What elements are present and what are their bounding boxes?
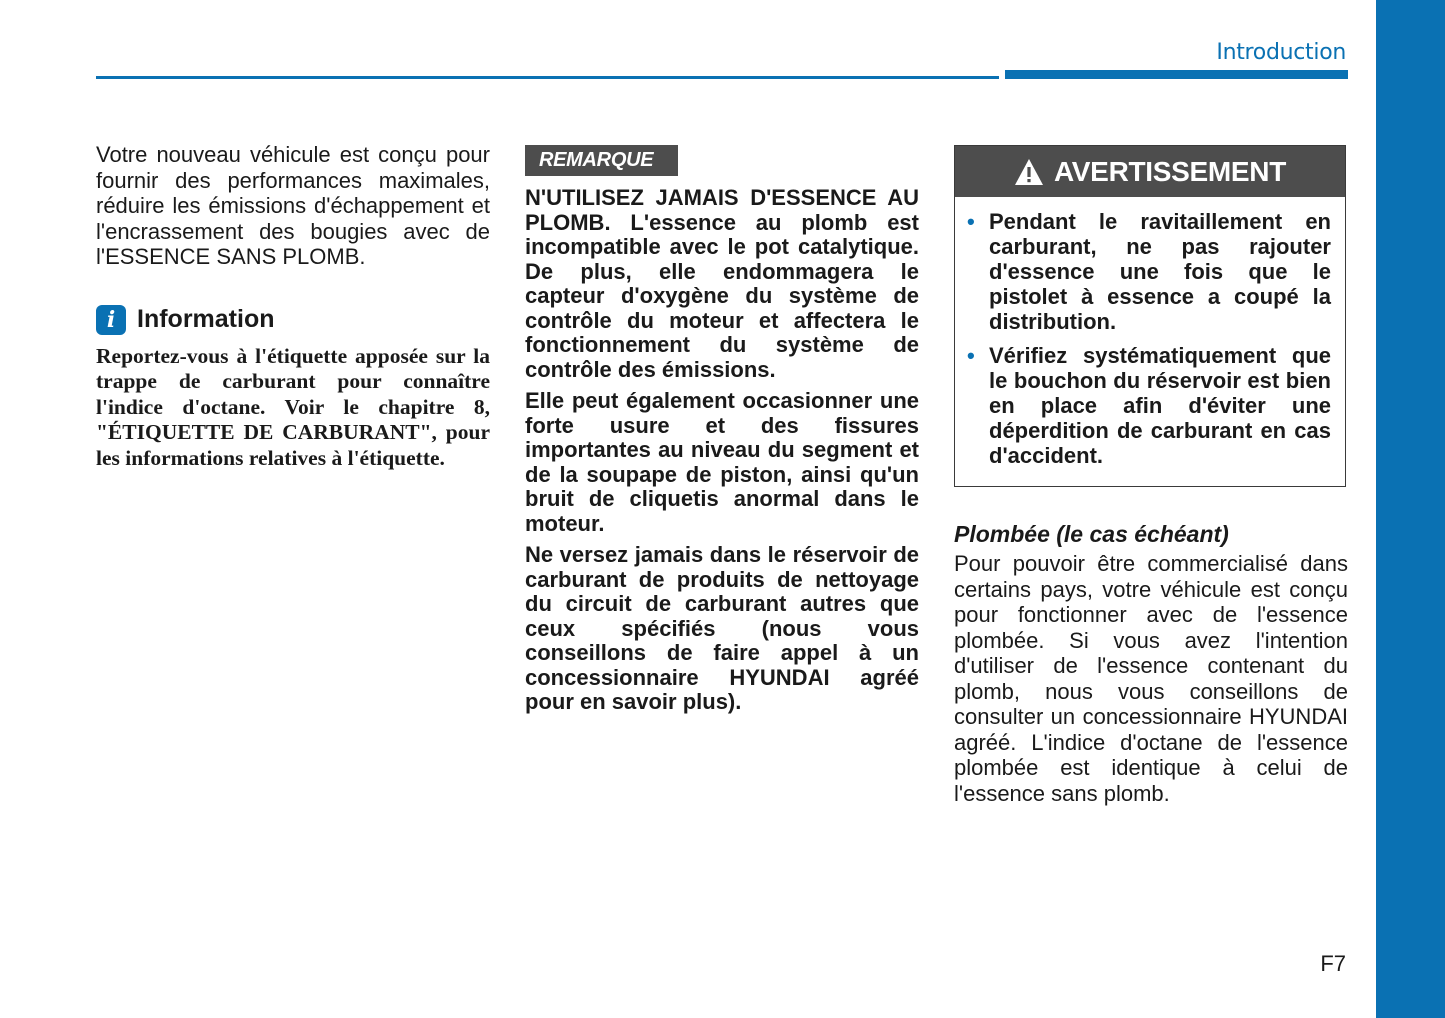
header-rule-accent <box>1005 70 1348 79</box>
warning-item-text: Pendant le ravitaillement en carburant, ne pas rajouter d'essence une fois que le pistolet à essence a coupé la distribution. <box>989 209 1331 334</box>
bullet-icon: • <box>967 343 975 368</box>
warning-triangle-icon <box>1014 158 1044 186</box>
bullet-icon: • <box>967 209 975 234</box>
information-title: Information <box>137 305 275 333</box>
information-heading <box>96 304 490 336</box>
header-rule <box>96 76 999 79</box>
section-title: Introduction <box>1216 40 1346 65</box>
warning-box <box>954 145 1346 487</box>
warning-item-text: Vérifiez systématiquement que le bouchon du réservoir est bien en place afin d'éviter une déperdition de carburant en cas d'accident. <box>989 343 1331 468</box>
remarque-paragraph-2: Elle peut également occasionner une forte usure et des fissures importantes au niveau du segment et de la soupape de piston, ainsi qu'un bruit de cliquetis anormal dans le moteur. <box>525 388 919 536</box>
remarque-label: REMARQUE <box>525 145 678 176</box>
left-column <box>96 142 490 471</box>
warning-list <box>955 197 1345 468</box>
plombee-paragraph: Pour pouvoir être commercialisé dans certains pays, votre véhicule est conçu pour fonctionner avec de l'essence plombée. Si vous avez l'intention d'utiliser de l'essence contenant du plomb, nous vous conseillons de consulter un concessionnaire HYUNDAI agréé. L'indice d'octane de l'essence plombée est identique à celui de l'essence sans plomb. <box>954 551 1348 806</box>
remarque-paragraph-3: Ne versez jamais dans le réservoir de carburant de produits de nettoyage du circuit de carburant autres que ceux spécifiés (nous vous conseillons de faire appel à un concessionnaire HYUNDAI agréé pour en savoir plus). <box>525 542 919 714</box>
remarque-paragraph-1: N'UTILISEZ JAMAIS D'ESSENCE AU PLOMB. L'essence au plomb est incompatible avec le pot catalytique. De plus, elle endommagera le capteur d'oxygène du système de contrôle du moteur et affectera le fonctionnement du système de contrôle des émissions. <box>525 185 919 382</box>
right-column <box>954 145 1348 806</box>
warning-title: AVERTISSEMENT <box>1053 155 1287 187</box>
plombee-heading: Plombée (le cas échéant) <box>954 521 1229 547</box>
middle-column <box>525 145 919 715</box>
info-icon: i <box>96 305 126 335</box>
page-number: F7 <box>1320 951 1346 976</box>
information-text: Reportez-vous à l'étiquette apposée sur la trappe de carburant pour connaître l'indice d'octane. Voir le chapitre 8, "ÉTIQUETTE DE CARBURANT", pour les informations relatives à l'étiquette. <box>96 343 490 470</box>
intro-paragraph: Votre nouveau véhicule est conçu pour fournir des performances maximales, réduire les émissions d'échappement et l'encrassement des bougies avec de l'ESSENCE SANS PLOMB. <box>96 142 490 269</box>
side-color-bar <box>1376 0 1445 1018</box>
warning-item <box>967 209 1331 334</box>
warning-header <box>955 146 1345 197</box>
warning-item <box>967 343 1331 468</box>
